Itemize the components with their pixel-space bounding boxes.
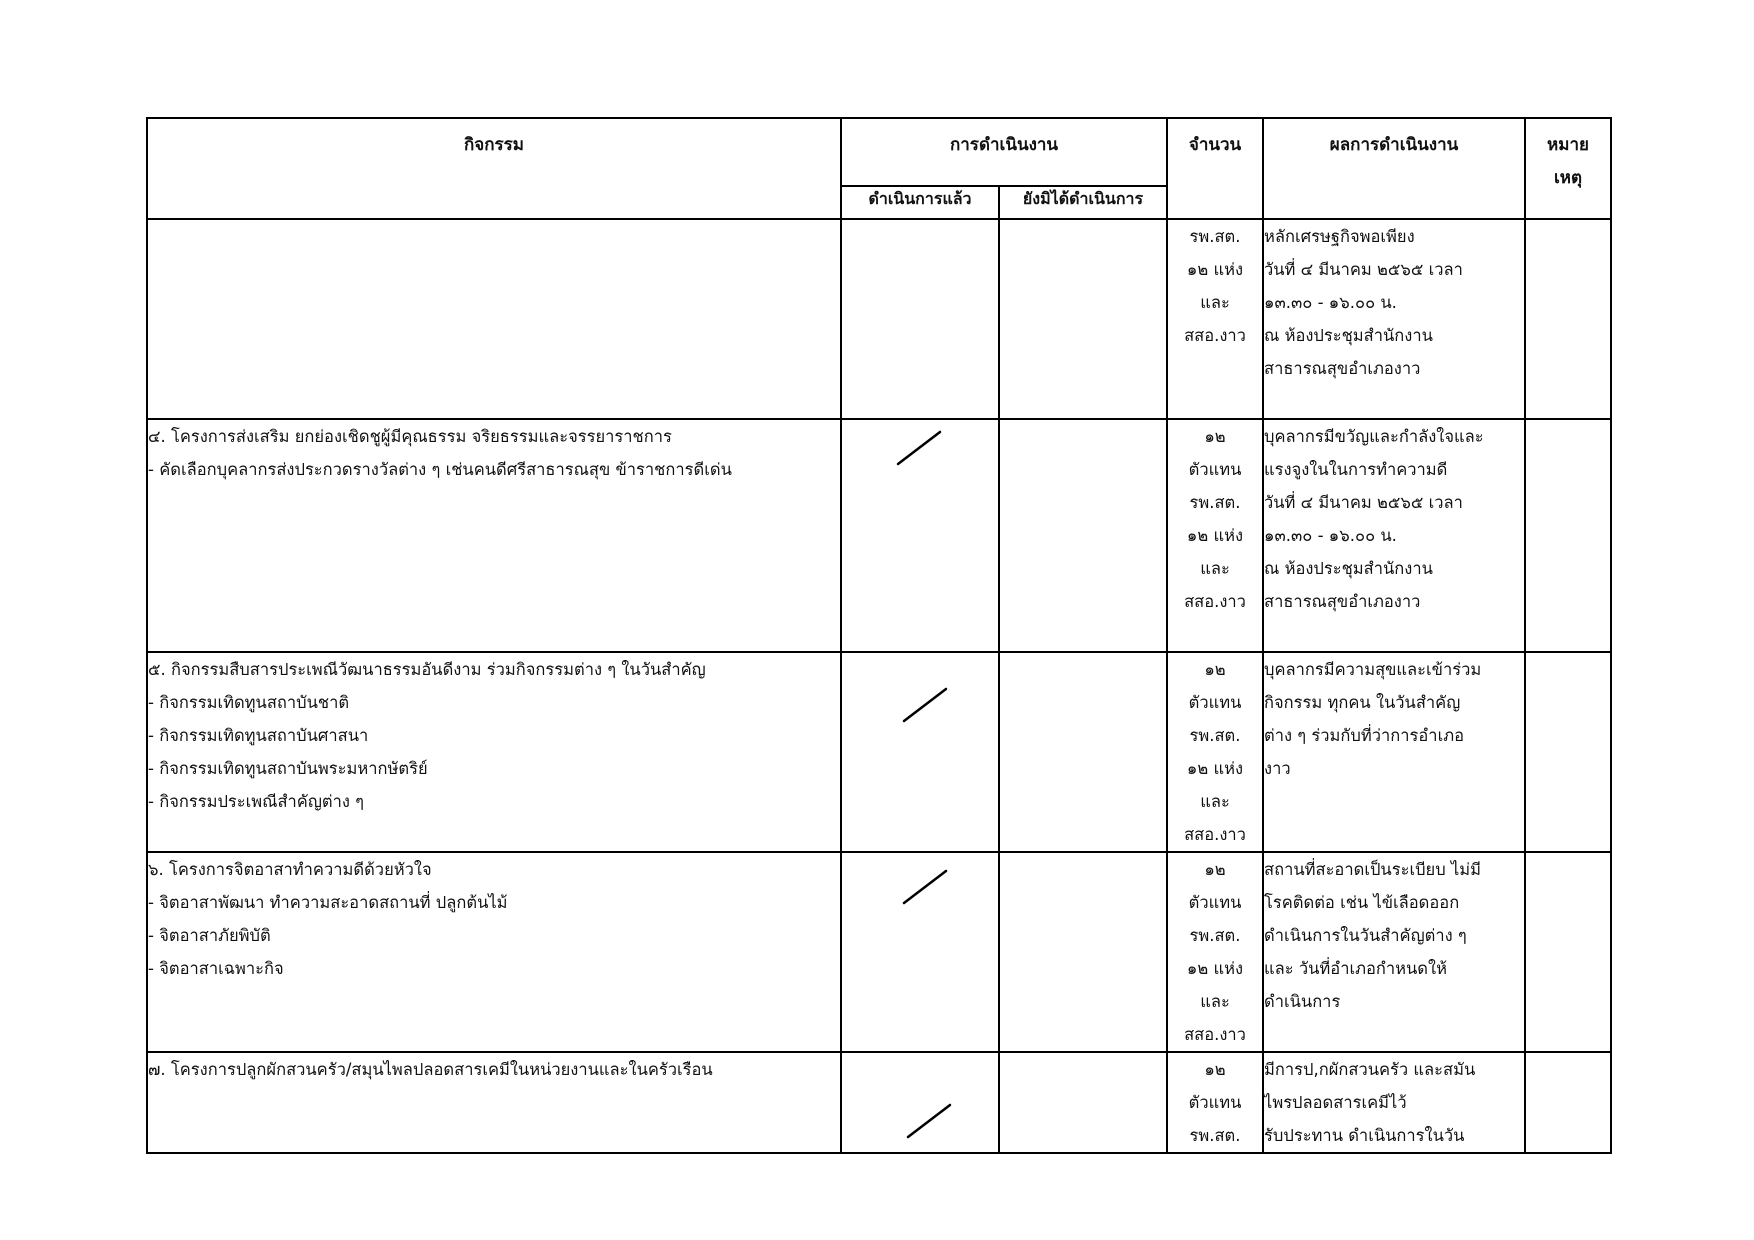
not-done-cell [999,852,1167,1052]
count-cell: ๑๒ ตัวแทน รพ.สต. ๑๒ แห่ง และ สสอ.งาว [1167,419,1263,652]
result-cell: มีการป,กผักสวนครัว และสมัน ไพรปลอดสารเคมีไว้ รับประทาน ดำเนินการในวัน [1263,1052,1525,1153]
activity-report-table [146,117,1612,1154]
table-row [147,419,1611,652]
header-remark: หมาย เหตุ [1525,118,1611,219]
done-cell [841,852,999,1052]
result-cell: บุคลากรมีความสุขและเข้าร่วม กิจกรรม ทุกคน ในวันสำคัญ ต่าง ๆ ร่วมกับที่ว่าการอำเภอ งาว [1263,652,1525,852]
header-not-done: ยังมิได้ดำเนินการ [999,186,1167,219]
table-row [147,852,1611,1052]
count-cell: ๑๒ ตัวแทน รพ.สต. [1167,1052,1263,1153]
activity-cell [147,219,841,419]
activity-cell: ๖. โครงการจิตอาสาทำความดีด้วยหัวใจ - จิตอาสาพัฒนา ทำความสะอาดสถานที่ ปลูกต้นไม้ - จิตอาสาภัยพิบัติ - จิตอาสาเฉพาะกิจ [147,852,841,1052]
header-result: ผลการดำเนินงาน [1263,118,1525,219]
activity-cell: ๗. โครงการปลูกผักสวนครัว/สมุนไพลปลอดสารเคมีในหน่วยงานและในครัวเรือน [147,1052,841,1153]
table-row [147,219,1611,419]
checkmark-slash-icon [904,1101,954,1141]
header-count: จำนวน [1167,118,1263,219]
header-operation: การดำเนินงาน [841,118,1167,186]
remark-cell [1525,1052,1611,1153]
result-cell: หลักเศรษฐกิจพอเพียง วันที่ ๔ มีนาคม ๒๕๖๕ เวลา ๑๓.๓๐ - ๑๖.๐๐ น. ณ ห้องประชุมสำนักงาน สาธารณสุขอำเภองาว [1263,219,1525,419]
done-cell [841,219,999,419]
remark-cell [1525,219,1611,419]
table-row [147,1052,1611,1153]
not-done-cell [999,219,1167,419]
not-done-cell [999,419,1167,652]
count-cell: รพ.สต. ๑๒ แห่ง และ สสอ.งาว [1167,219,1263,419]
result-cell: บุคลากรมีขวัญและกำลังใจและ แรงจูงในในการทำความดี วันที่ ๔ มีนาคม ๒๕๖๕ เวลา ๑๓.๓๐ - ๑๖.๐๐ น. ณ ห้องประชุมสำนักงาน สาธารณสุขอำเภองาว [1263,419,1525,652]
activity-cell: ๕. กิจกรรมสืบสารประเพณีวัฒนาธรรมอันดีงาม ร่วมกิจกรรมต่าง ๆ ในวันสำคัญ - กิจกรรมเทิดทูนสถาบันชาติ - กิจกรรมเทิดทูนสถาบันศาสนา - กิจกรรมเทิดทูนสถาบันพระมหากษัตริย์ - กิจกรรมประเพณีสำคัญต่าง ๆ [147,652,841,852]
table-row [147,652,1611,852]
count-cell: ๑๒ ตัวแทน รพ.สต. ๑๒ แห่ง และ สสอ.งาว [1167,652,1263,852]
not-done-cell [999,1052,1167,1153]
done-cell [841,419,999,652]
activity-cell: ๔. โครงการส่งเสริม ยกย่องเชิดชูผู้มีคุณธรรม จริยธรรมและจรรยาราชการ - คัดเลือกบุคลากรส่งประกวดรางวัลต่าง ๆ เช่นคนดีศรีสาธารณสุข ข้าราชการดีเด่น [147,419,841,652]
header-activity: กิจกรรม [147,118,841,219]
checkmark-slash-icon [900,685,950,725]
checkmark-slash-icon [894,428,944,468]
remark-cell [1525,652,1611,852]
done-cell [841,1052,999,1153]
count-cell: ๑๒ ตัวแทน รพ.สต. ๑๒ แห่ง และ สสอ.งาว [1167,852,1263,1052]
result-cell: สถานที่สะอาดเป็นระเบียบ ไม่มี โรคติดต่อ เช่น ไข้เลือดออก ดำเนินการในวันสำคัญต่าง ๆ และ วันที่อำเภอกำหนดให้ ดำเนินการ [1263,852,1525,1052]
remark-cell [1525,419,1611,652]
remark-cell [1525,852,1611,1052]
done-cell [841,652,999,852]
header-done: ดำเนินการแล้ว [841,186,999,219]
not-done-cell [999,652,1167,852]
checkmark-slash-icon [900,867,950,907]
